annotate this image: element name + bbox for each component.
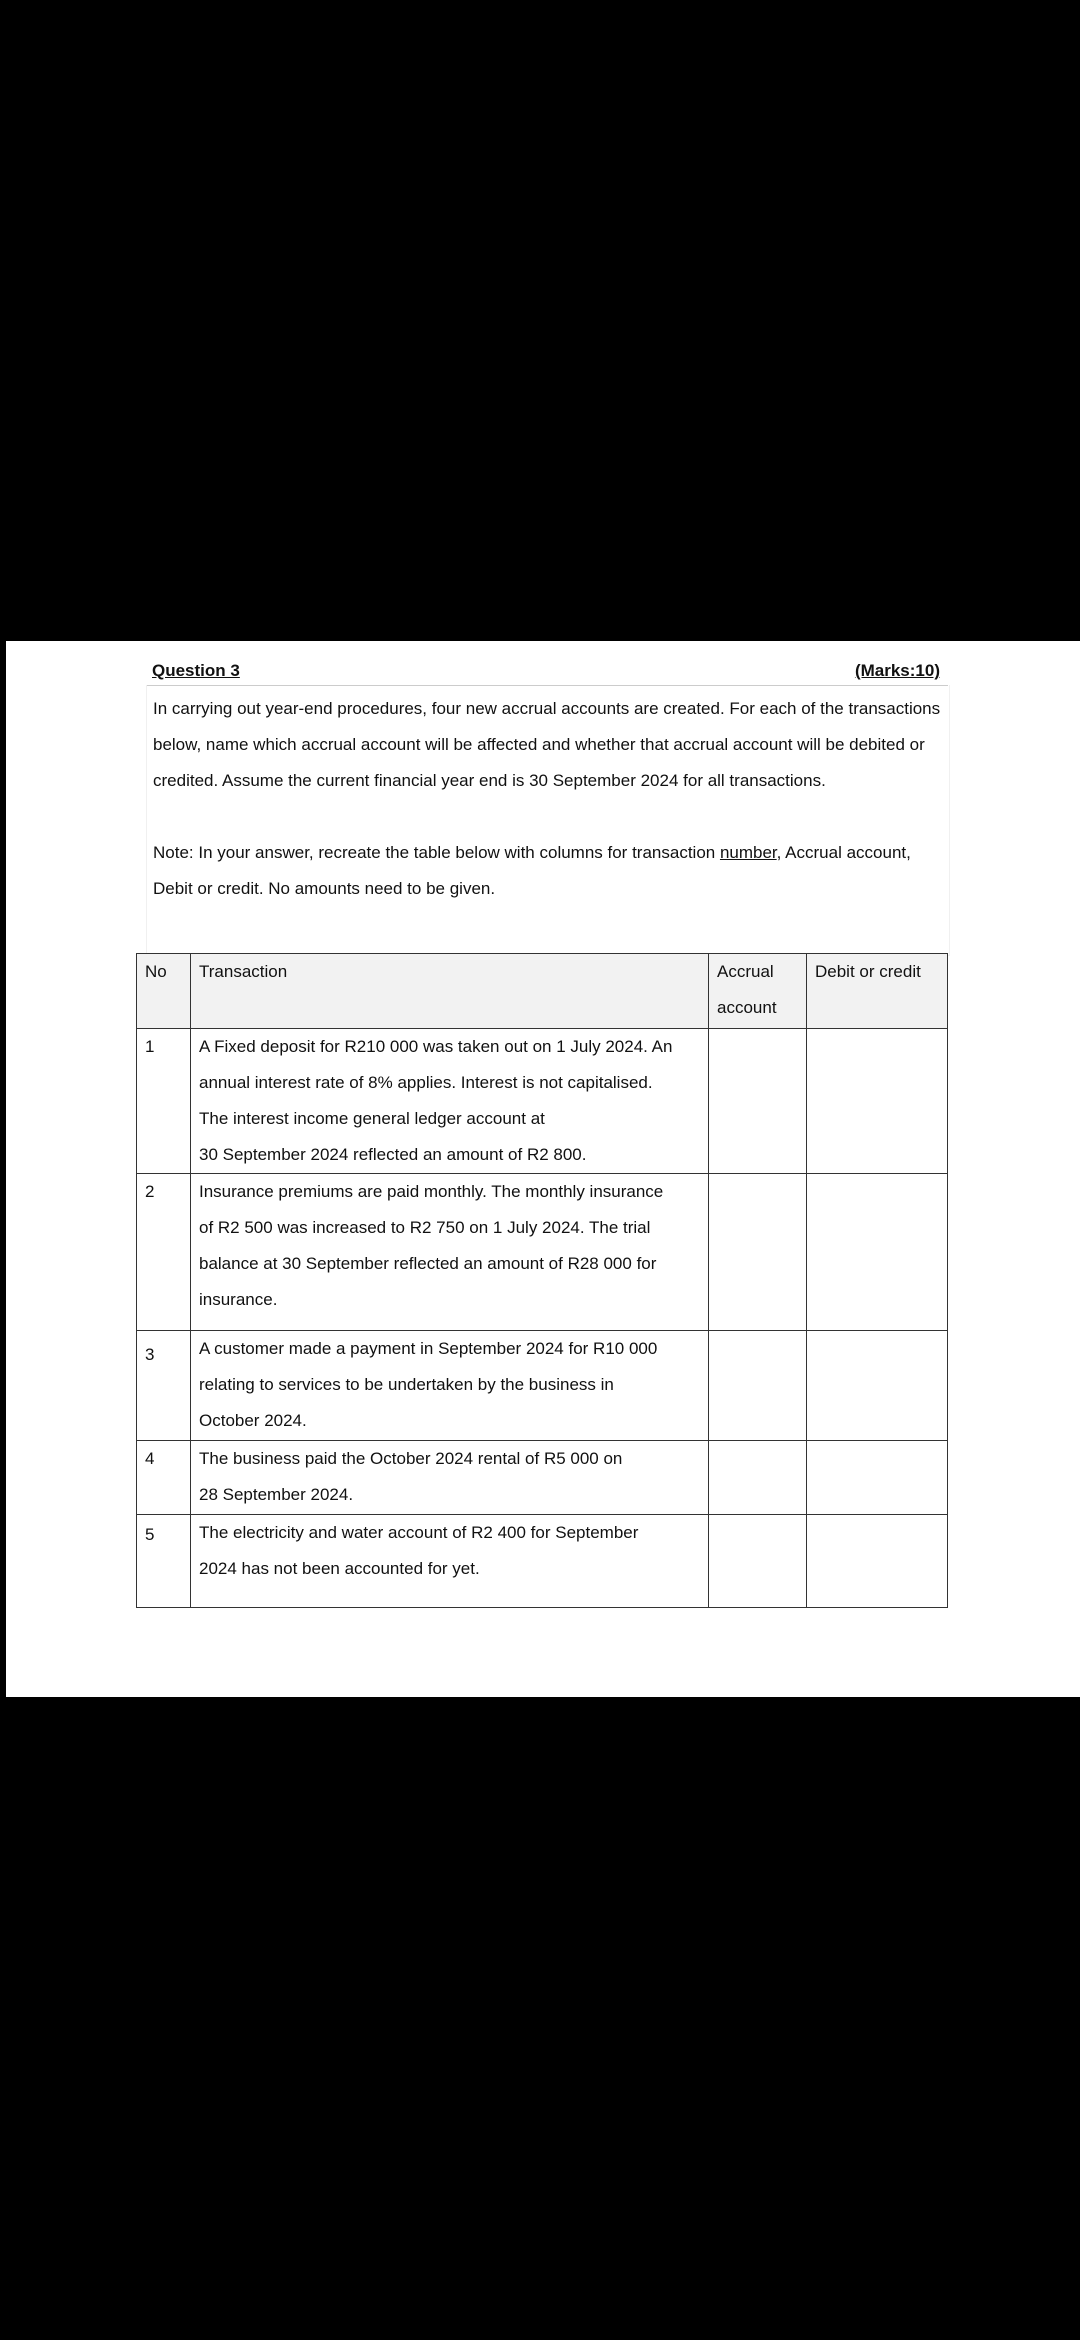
table-row [137,1331,948,1441]
document-page [6,641,1080,1697]
debit-or-credit-cell [807,1515,948,1608]
transaction-line: balance at 30 September reflected an amount of R28 000 for [199,1254,657,1273]
transaction-line: of R2 500 was increased to R2 750 on 1 July 2024. The trial [199,1218,651,1237]
note-paragraph [153,835,943,907]
accrual-account-cell [709,1515,807,1608]
transaction-line: 30 September 2024 reflected an amount of R2 800. [199,1145,587,1164]
question-header [146,659,948,686]
row-number: 4 [137,1441,191,1515]
debit-or-credit-cell [807,1174,948,1331]
transaction-line: A customer made a payment in September 2024 for R10 000 [199,1339,658,1358]
table-row [137,1441,948,1515]
row-number: 5 [137,1515,191,1608]
row-number: 1 [137,1029,191,1174]
row-number: 2 [137,1174,191,1331]
transactions-table [136,953,948,1608]
table-row [137,1174,948,1331]
table-header-row [137,954,948,1029]
transaction-cell [191,1174,709,1331]
accrual-account-cell [709,1029,807,1174]
debit-or-credit-cell [807,1029,948,1174]
transaction-cell [191,1441,709,1515]
transaction-line: relating to services to be undertaken by the business in [199,1375,614,1394]
transaction-line: October 2024. [199,1411,307,1430]
transaction-line: Insurance premiums are paid monthly. The monthly insurance [199,1182,664,1201]
header-no: No [137,954,191,1029]
question-instructions [146,685,950,956]
header-transaction: Transaction [191,954,709,1029]
transaction-line: annual interest rate of 8% applies. Interest is not capitalised. [199,1073,653,1092]
row-number: 3 [137,1331,191,1441]
question-marks: (Marks:10) [854,661,940,680]
transaction-line: A Fixed deposit for R210 000 was taken out on 1 July 2024. An [199,1037,673,1056]
note-text-end: , Accrual account, Debit or credit. No amounts need to be given. [153,843,911,898]
accrual-account-cell [709,1174,807,1331]
transaction-line: 28 September 2024. [199,1485,354,1504]
note-underlined-word: number [719,843,777,862]
accrual-account-cell [709,1441,807,1515]
transaction-line: The interest income general ledger account at [199,1109,545,1128]
transaction-cell [191,1331,709,1441]
transaction-line: insurance. [199,1290,278,1309]
transaction-line: 2024 has not been accounted for yet. [199,1559,480,1578]
table-row [137,1029,948,1174]
instructions-paragraph: In carrying out year-end procedures, four new accrual accounts are created. For each of the transactions below, name which accrual account will be affected and whether that accrual account will be debited or credited. Assume the current financial year end is 30 September 2024 for all transactions. [153,699,941,790]
transaction-cell [191,1029,709,1174]
header-accrual-account: Accrual account [709,954,807,1029]
question-title: Question 3 [152,661,240,680]
transaction-cell [191,1515,709,1608]
debit-or-credit-cell [807,1441,948,1515]
debit-or-credit-cell [807,1331,948,1441]
transaction-line: The electricity and water account of R2 400 for September [199,1523,639,1542]
transaction-line: The business paid the October 2024 rental of R5 000 on [199,1449,623,1468]
header-debit-or-credit: Debit or credit [807,954,948,1029]
note-text-start: Note: In your answer, recreate the table below with columns for transaction [153,843,720,862]
accrual-account-cell [709,1331,807,1441]
table-row [137,1515,948,1608]
